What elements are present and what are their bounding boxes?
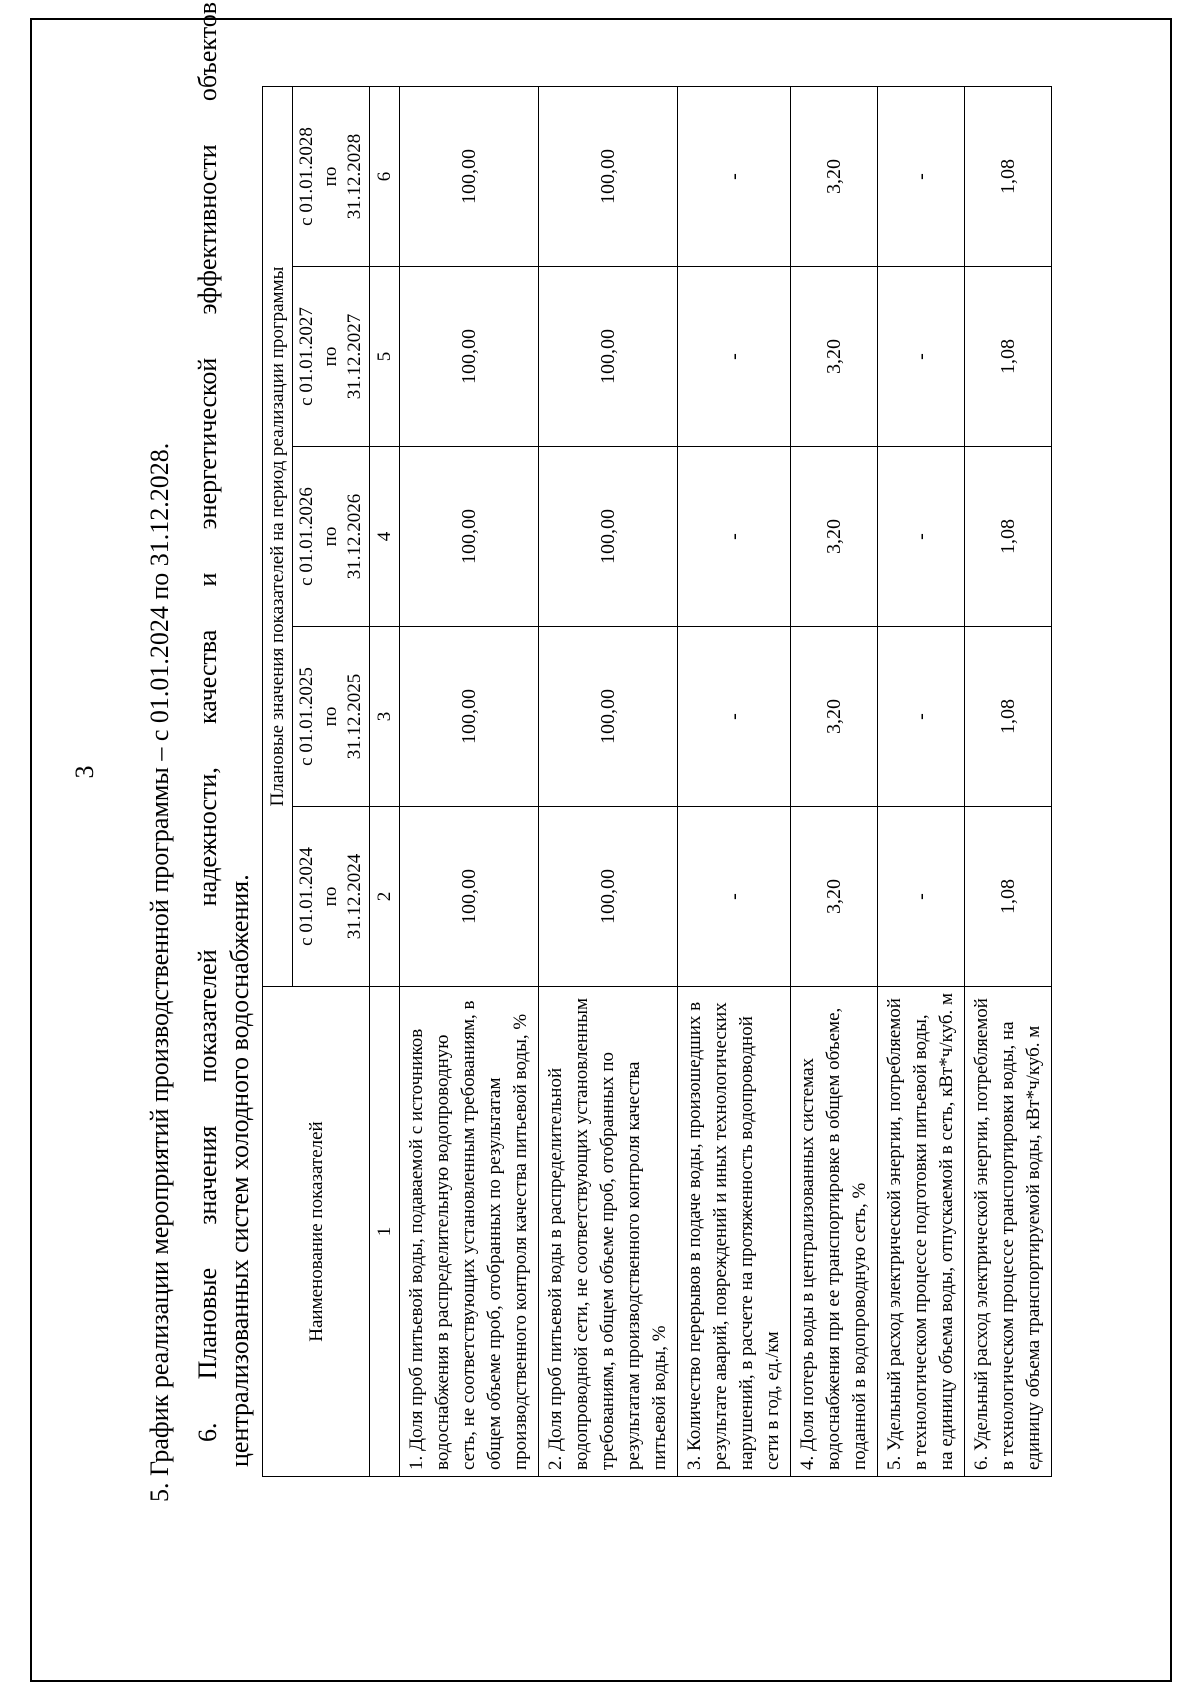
table-row — [678, 86, 791, 1476]
indicator-name: 2. Доля проб питьевой воды в распределительной водопроводной сети, не соответствующих установленным требованиям, в общем объеме проб, отобранных по результатам производственного контроля качества питьевой воды, % — [539, 987, 678, 1477]
indicators-heading-line2: централизованных систем холодного водоснабжения. — [225, 874, 254, 1467]
header-period-2025: с 01.01.2025 по 31.12.2025 — [293, 627, 370, 807]
indicator-value: - — [878, 627, 965, 807]
indicator-value: - — [678, 807, 791, 987]
indicator-value: - — [878, 807, 965, 987]
indicator-value: 3,20 — [791, 627, 878, 807]
indicator-value: 100,00 — [539, 807, 678, 987]
page-number: 3 — [70, 765, 99, 779]
indicator-value: 100,00 — [539, 447, 678, 627]
indicator-name: 6. Удельный расход электрической энергии, потребляемой в технологическом процессе транспортировки воды, на единицу объема транспортируемой воды, кВт*ч/куб. м — [965, 987, 1052, 1477]
indicator-value: 1,08 — [965, 267, 1052, 447]
header-indicator-name: Наименование показателей — [263, 987, 370, 1477]
indicator-value: 3,20 — [791, 86, 878, 266]
indicators-heading — [192, 2, 256, 1467]
indicator-value: 100,00 — [400, 807, 539, 987]
header-planned-values: Плановые значения показателей на период реализации программы — [263, 86, 293, 986]
indicator-value: 100,00 — [539, 86, 678, 266]
indicator-value: 3,20 — [791, 267, 878, 447]
column-number: 6 — [370, 86, 400, 266]
indicator-value: - — [878, 447, 965, 627]
column-number: 3 — [370, 627, 400, 807]
column-numbers-row — [370, 86, 400, 1476]
header-period-2024: с 01.01.2024 по 31.12.2024 — [293, 807, 370, 987]
table-row — [878, 86, 965, 1476]
indicator-value: 1,08 — [965, 627, 1052, 807]
indicator-value: 1,08 — [965, 86, 1052, 266]
column-number: 1 — [370, 987, 400, 1477]
indicators-heading-line1: 6. Плановые значения показателей надежности, качества и энергетической эффективности объектов — [193, 2, 222, 1442]
indicator-name: 4. Доля потерь воды в централизованных системах водоснабжения при ее транспортировке в общем объеме, поданной в водопроводную сеть, % — [791, 987, 878, 1477]
column-number: 5 — [370, 267, 400, 447]
indicator-value: 100,00 — [400, 86, 539, 266]
indicator-value: - — [878, 86, 965, 266]
indicator-value: 100,00 — [539, 627, 678, 807]
column-number: 4 — [370, 447, 400, 627]
indicator-value: - — [678, 267, 791, 447]
header-period-2028: с 01.01.2028 по 31.12.2028 — [293, 86, 370, 266]
indicator-name: 1. Доля проб питьевой воды, подаваемой с источников водоснабжения в распределительную водопроводную сеть, не соответствующих установленным требованиям, в общем объеме проб, отобранных по результатам производственного контроля качества питьевой воды, % — [400, 987, 539, 1477]
column-number: 2 — [370, 807, 400, 987]
indicator-value: - — [878, 267, 965, 447]
indicator-value: - — [678, 447, 791, 627]
table-row — [791, 86, 878, 1476]
indicator-value: 3,20 — [791, 447, 878, 627]
table-row — [539, 86, 678, 1476]
indicator-value: 100,00 — [539, 267, 678, 447]
indicator-value: 3,20 — [791, 807, 878, 987]
indicator-name: 5. Удельный расход электрической энергии, потребляемой в технологическом процессе подготовки питьевой воды, на единицу объема воды, отпускаемой в сеть, кВт*ч/куб. м — [878, 987, 965, 1477]
indicator-value: 100,00 — [400, 267, 539, 447]
indicator-value: - — [678, 627, 791, 807]
indicator-value: 1,08 — [965, 807, 1052, 987]
indicator-value: 100,00 — [400, 627, 539, 807]
indicator-value: 1,08 — [965, 447, 1052, 627]
indicator-value: - — [678, 86, 791, 266]
table-row — [400, 86, 539, 1476]
schedule-paragraph: 5. График реализации мероприятий производственной программы – с 01.01.2024 по 31.12.2028. — [145, 442, 174, 1502]
table-row — [965, 86, 1052, 1476]
indicators-table — [262, 86, 1052, 1477]
header-period-2026: с 01.01.2026 по 31.12.2026 — [293, 447, 370, 627]
indicator-value: 100,00 — [400, 447, 539, 627]
indicator-name: 3. Количество перерывов в подаче воды, произошедших в результате аварий, повреждений и иных технологических нарушений, в расчете на протяженность водопроводной сети в год, ед./км — [678, 987, 791, 1477]
header-period-2027: с 01.01.2027 по 31.12.2027 — [293, 267, 370, 447]
